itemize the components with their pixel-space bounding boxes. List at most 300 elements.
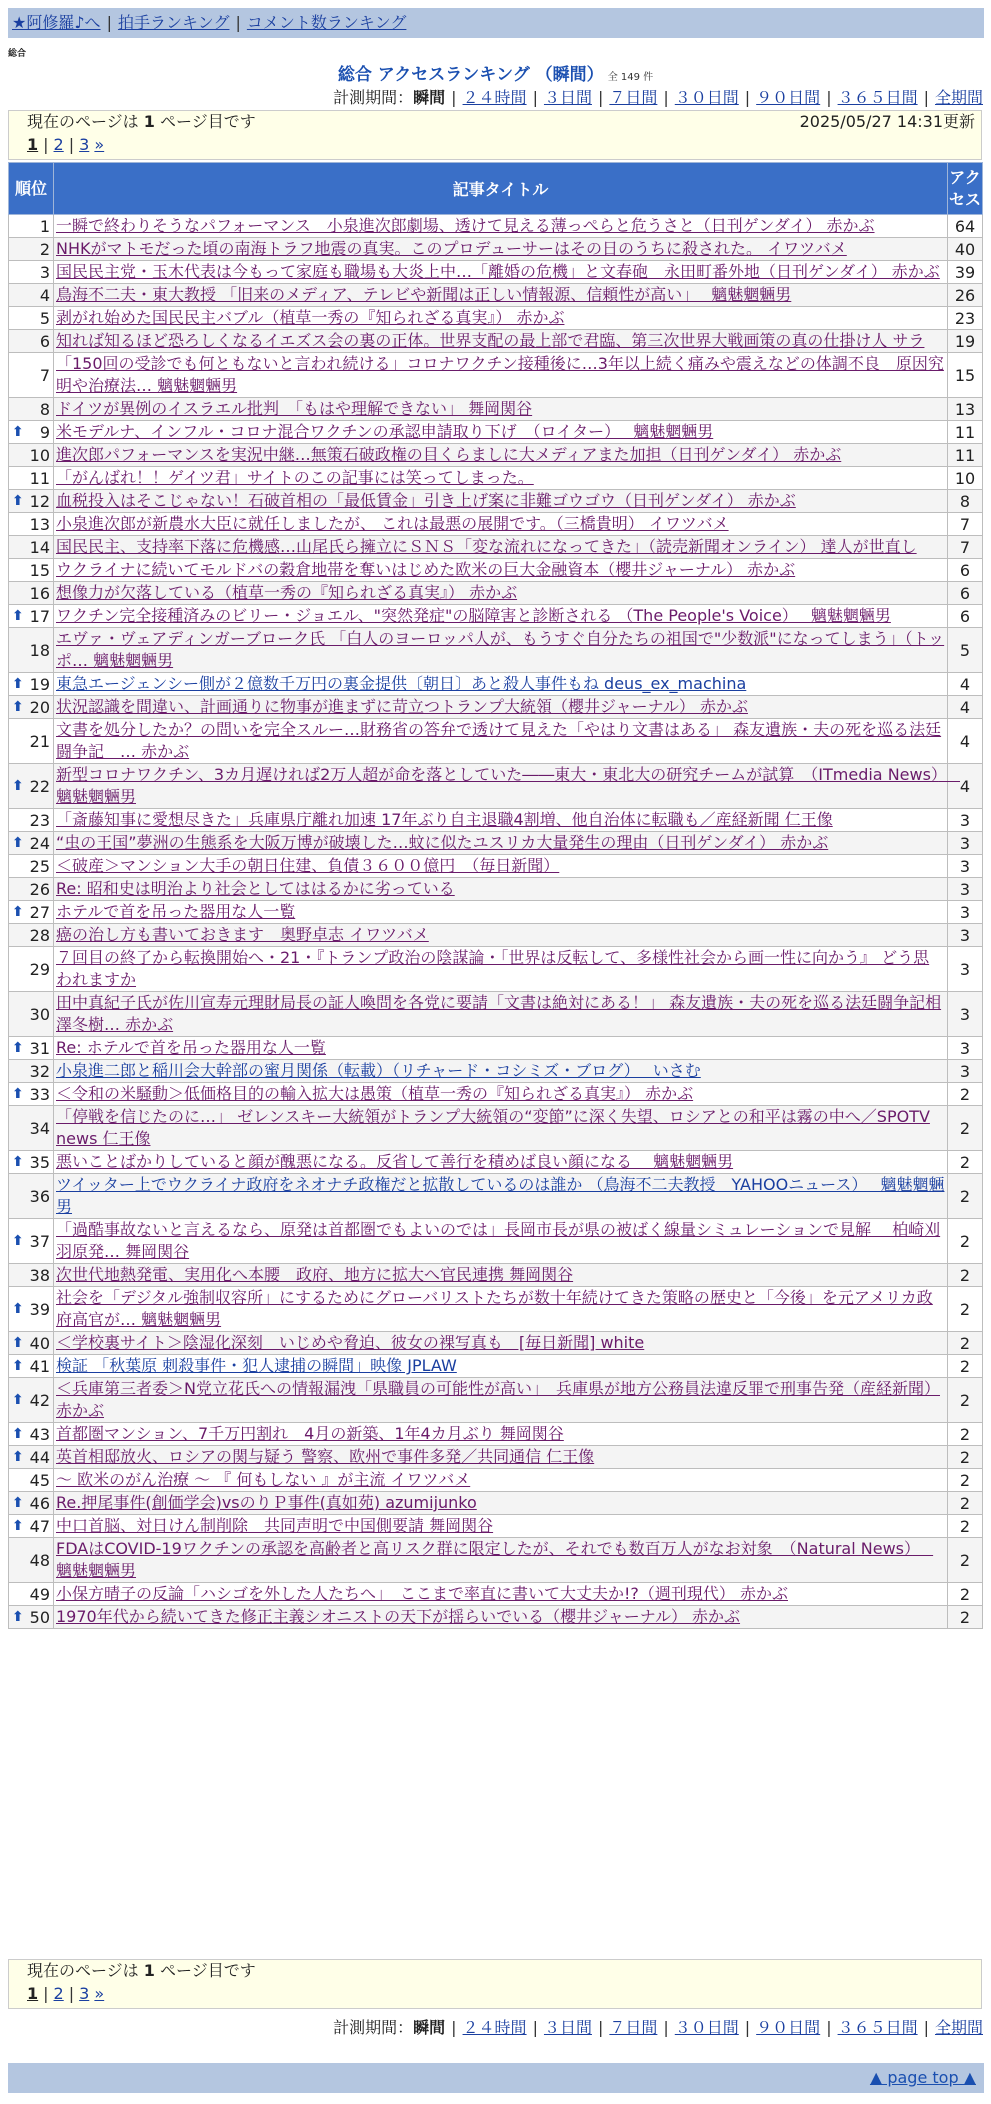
table-row (9, 261, 983, 284)
rank-up-arrow-icon: ⬆ (12, 699, 24, 715)
rank-number: 21 (29, 731, 50, 751)
rank-number: 34 (29, 1118, 50, 1138)
access-count: 13 (948, 398, 983, 421)
rank-number: 50 (29, 1607, 50, 1627)
article-title-link[interactable]: 知れば知るほど恐ろしくなるイエズス会の裏の正体。世界支配の最上部で君臨、第三次世界大戦画策の真の仕掛け人 サラ (56, 331, 925, 350)
rank-up-arrow-icon: ⬆ (12, 1358, 24, 1374)
title-cell (54, 1538, 948, 1583)
rank-number: 28 (29, 925, 50, 945)
separator: | (532, 88, 538, 107)
pager-status (9, 111, 981, 133)
article-title-link[interactable]: 「がんばれ！！ゲイツ君」サイトのこの記事には笑ってしまった。 (56, 468, 534, 487)
rank-number: 25 (29, 856, 50, 876)
period-link-3[interactable]: ３０日間 (674, 88, 739, 107)
access-count: 3 (948, 947, 983, 992)
access-count: 2 (948, 1287, 983, 1332)
pager-links (9, 1982, 981, 2006)
title-cell (54, 719, 948, 764)
period-selector-bottom (333, 2015, 983, 2038)
rank-cell (9, 1492, 54, 1515)
separator: | (597, 2018, 604, 2037)
rank-number: 43 (29, 1424, 50, 1444)
title-cell (54, 1378, 948, 1423)
article-title-link[interactable]: 首都圏マンション、7千万円割れ 4月の新築、1年4カ月ぶり 舞岡関谷 (56, 1424, 564, 1443)
title-cell (54, 490, 948, 513)
title-cell (54, 992, 948, 1037)
title-cell (54, 238, 948, 261)
article-title-link[interactable]: 想像力が欠落している（植草一秀の『知られざる真実』） 赤かぶ (56, 583, 518, 602)
article-title-link[interactable]: NHKがマトモだった頃の南海トラフ地震の真実。このプロデューサーはその日のうちに殺された。 イワツバメ (56, 239, 847, 258)
title-cell (54, 628, 948, 673)
rank-cell (9, 1606, 54, 1629)
rank-cell (9, 1219, 54, 1264)
access-count: 2 (948, 1583, 983, 1606)
footer-bar (8, 2063, 984, 2093)
rank-number: 3 (39, 262, 50, 282)
separator: | (663, 2018, 669, 2037)
table-row (9, 1174, 983, 1219)
period-label: 計測期間： (333, 88, 414, 107)
page-number: 1 (27, 135, 39, 154)
access-count: 2 (948, 1423, 983, 1446)
rank-number: 46 (29, 1493, 50, 1513)
article-title-link[interactable]: ７回目の終了から転換開始へ・21・『トランプ政治の陰謀論・「世界は反転して、多様性社会から画一性に向かう』 どう思われますか (56, 948, 930, 989)
article-title-link[interactable]: 英首相邸放火、ロシアの関与疑う 警察、欧州で事件多発／共同通信 仁王像 (56, 1447, 595, 1466)
page-link-2[interactable]: 2 (53, 135, 64, 154)
rank-cell (9, 1060, 54, 1083)
title-cell (54, 1287, 948, 1332)
title-cell (54, 1037, 948, 1060)
page-link-3[interactable]: 3 (79, 1984, 90, 2003)
table-row (9, 536, 983, 559)
table-row (9, 1492, 983, 1515)
rank-cell (9, 992, 54, 1037)
article-title-link[interactable]: 鳥海不二夫・東大教授 「旧来のメディア、テレビや新聞は正しい情報源、信頼性が高い」 魑魅魍魎男 (56, 285, 792, 304)
page-number: 1 (27, 1984, 39, 2003)
access-count: 6 (948, 582, 983, 605)
rank-cell (9, 353, 54, 398)
period-bottom-link-2[interactable]: ７日間 (609, 2018, 658, 2037)
article-title-link[interactable]: 文書を処分したか？の問いを完全スルー…財務省の答弁で透けて見えた「やはり文書はある」 森友遺族・夫の死を巡る法廷闘争記 … 赤かぶ (56, 720, 942, 761)
rank-number: 8 (39, 399, 50, 419)
table-row (9, 878, 983, 901)
rank-number: 31 (29, 1038, 50, 1058)
table-row (9, 398, 983, 421)
rank-number: 35 (29, 1152, 50, 1172)
access-count: 11 (948, 421, 983, 444)
article-title-link[interactable]: 悪いことばかりしていると顔が醜悪になる。反省して善行を積めば良い顔になる 魑魅魍魎男 (56, 1152, 734, 1171)
page-top-link[interactable]: ▲ page top ▲ (869, 2068, 976, 2087)
period-current: 瞬間 (413, 2018, 446, 2037)
comment-ranking-link[interactable]: コメント数ランキング (246, 13, 407, 32)
rank-cell (9, 1106, 54, 1151)
access-count: 23 (948, 307, 983, 330)
updated-time: 2025/05/27 14:31更新 (799, 112, 975, 131)
article-title-link[interactable]: 「停戦を信じたのに…」 ゼレンスキー大統領がトランプ大統領の“変節”に深く失望、ロシアとの和平は霧の中へ／SPOTV news 仁王像 (56, 1107, 930, 1148)
title-cell (54, 353, 948, 398)
rank-cell (9, 673, 54, 696)
rank-cell (9, 924, 54, 947)
rank-number: 22 (29, 776, 50, 796)
rank-cell (9, 719, 54, 764)
article-title-link[interactable]: 剥がれ始めた国民民主バブル（植草一秀の『知られざる真実』） 赤かぶ (56, 308, 565, 327)
period-bottom-link-5[interactable]: ３６５日間 (837, 2018, 918, 2037)
period-bottom-link-3[interactable]: ３０日間 (674, 2018, 739, 2037)
access-count: 3 (948, 901, 983, 924)
article-title-link[interactable]: 社会を「デジタル強制収容所」にするためにグローバリストたちが数十年続けてきた策略の歴史と「今後」を元アメリカ政府高官が… 魑魅魍魎男 (56, 1288, 933, 1329)
rank-cell (9, 330, 54, 353)
rank-up-arrow-icon: ⬆ (12, 676, 24, 692)
rank-up-arrow-icon: ⬆ (12, 493, 24, 509)
page-title (0, 60, 991, 85)
title-cell (54, 1423, 948, 1446)
title-header: 記事タイトル (54, 163, 948, 215)
rank-up-arrow-icon: ⬆ (12, 1518, 24, 1534)
article-title-link[interactable]: 「150回の受診でも何ともないと言われ続ける」コロナワクチン接種後に…3年以上続く痛みや震えなどの体調不良 原因究明や治療法… 魑魅魍魎男 (56, 354, 944, 395)
article-title-link[interactable]: 小泉進二郎と稲川会大幹部の蜜月関係（転載）（リチャード・コシミズ・ブログ） いさむ (56, 1061, 701, 1080)
article-title-link[interactable]: 癌の治し方も書いておきます 奥野卓志 イワツバメ (56, 925, 429, 944)
title-cell (54, 1151, 948, 1174)
article-title-link[interactable]: “虫の王国”夢洲の生態系を大阪万博が破壊した…蚊に似たユスリカ大量発生の理由（日刊ゲンダイ） 赤かぶ (56, 833, 829, 852)
title-cell (54, 1492, 948, 1515)
table-row (9, 467, 983, 490)
access-count: 2 (948, 1515, 983, 1538)
title-cell (54, 444, 948, 467)
table-row (9, 696, 983, 719)
rank-cell (9, 696, 54, 719)
rank-header: 順位 (9, 163, 54, 215)
access-count: 2 (948, 1332, 983, 1355)
table-row (9, 1332, 983, 1355)
separator: | (106, 13, 112, 32)
table-row (9, 1355, 983, 1378)
separator: | (532, 2018, 538, 2037)
access-count: 2 (948, 1538, 983, 1583)
access-count: 15 (948, 353, 983, 398)
period-bottom-link-6[interactable]: 全期間 (934, 2018, 983, 2037)
article-title-link[interactable]: Re: ホテルで首を吊った器用な人一覧 (56, 1038, 326, 1057)
rank-cell (9, 1151, 54, 1174)
article-title-link[interactable]: ホテルで首を吊った器用な人一覧 (56, 902, 296, 921)
separator: | (451, 88, 457, 107)
rank-cell (9, 398, 54, 421)
period-link-0[interactable]: ２４時間 (462, 88, 527, 107)
article-title-link[interactable]: Re.押尾事件(創価学会)vsのりＰ事件(真如苑) azumijunko (56, 1493, 477, 1512)
table-row (9, 855, 983, 878)
access-header: アクセス (948, 163, 983, 215)
article-title-link[interactable]: 血税投入はそこじゃない！石破首相の「最低賃金」引き上げ案に非難ゴウゴウ（日刊ゲンダイ） 赤かぶ (56, 491, 796, 510)
article-title-link[interactable]: 中口首脳、対日けん制削除 共同声明で中国側要請 舞岡関谷 (56, 1516, 494, 1535)
title-cell (54, 1219, 948, 1264)
table-row (9, 673, 983, 696)
table-row (9, 330, 983, 353)
title-cell (54, 284, 948, 307)
title-cell (54, 673, 948, 696)
rank-number: 12 (29, 491, 50, 511)
rank-up-arrow-icon: ⬆ (12, 778, 24, 794)
top-nav-bar (8, 8, 984, 38)
table-row (9, 1606, 983, 1629)
pager-suffix: ページ目です (160, 112, 256, 131)
separator: | (235, 13, 241, 32)
article-title-link[interactable]: エヴァ・ヴェアディンガーブローク氏 「白人のヨーロッパ人が、もうすぐ自分たちの祖国で"少数派"になってしまう」（トッポ… 魑魅魍魎男 (56, 629, 945, 670)
article-title-link[interactable]: 状況認識を間違い、計画通りに物事が進まずに苛立つトランプ大統領（櫻井ジャーナル） 赤かぶ (56, 697, 748, 716)
rank-cell (9, 1355, 54, 1378)
rank-cell (9, 1446, 54, 1469)
home-link[interactable]: ★阿修羅♪へ (12, 13, 101, 32)
article-title-link[interactable]: 検証 「秋葉原 刺殺事件・犯人逮捕の瞬間」映像 JPLAW (56, 1356, 457, 1375)
rank-number: 33 (29, 1084, 50, 1104)
access-count: 2 (948, 1106, 983, 1151)
period-link-6[interactable]: 全期間 (934, 88, 983, 107)
access-count: 4 (948, 764, 983, 809)
rank-up-arrow-icon: ⬆ (12, 1426, 24, 1442)
access-count: 2 (948, 1446, 983, 1469)
separator: | (744, 2018, 751, 2037)
article-title-link[interactable]: ウクライナに続いてモルドバの穀倉地帯を奪いはじめた欧米の巨大金融資本（櫻井ジャーナル） 赤かぶ (56, 560, 796, 579)
period-link-1[interactable]: ３日間 (543, 88, 592, 107)
title-cell (54, 421, 948, 444)
title-cell (54, 696, 948, 719)
table-row (9, 832, 983, 855)
article-title-link[interactable]: FDAはCOVID-19ワクチンの承認を高齢者と高リスク群に限定したが、それでも数百万人がなお対象 （Natural News） 魑魅魍魎男 (56, 1539, 934, 1580)
rank-number: 20 (29, 697, 50, 717)
rank-up-arrow-icon: ⬆ (12, 1392, 24, 1408)
total-count: 全 149 件 (607, 72, 654, 83)
rank-cell (9, 513, 54, 536)
access-count: 6 (948, 559, 983, 582)
rank-up-arrow-icon: ⬆ (12, 1301, 24, 1317)
rank-cell (9, 536, 54, 559)
pager-links (9, 133, 981, 157)
rank-cell (9, 307, 54, 330)
article-title-link[interactable]: ＜令和の米騒動＞低価格目的の輸入拡大は愚策（植草一秀の『知られざる真実』） 赤かぶ (56, 1084, 694, 1103)
rank-cell (9, 901, 54, 924)
access-count: 39 (948, 261, 983, 284)
rank-number: 30 (29, 1004, 50, 1024)
rank-number: 48 (29, 1550, 50, 1570)
table-row (9, 1264, 983, 1287)
title-cell (54, 605, 948, 628)
rank-cell (9, 582, 54, 605)
rank-number: 44 (29, 1447, 50, 1467)
access-count: 40 (948, 238, 983, 261)
rank-number: 38 (29, 1265, 50, 1285)
clap-ranking-link[interactable]: 拍手ランキング (117, 13, 230, 32)
rank-number: 10 (29, 445, 50, 465)
rank-number: 19 (29, 674, 50, 694)
article-title-link[interactable]: ～ 欧米のがん治療 ～ 『 何もしない 』が主流 イワツバメ (56, 1470, 471, 1489)
rank-number: 17 (29, 606, 50, 626)
rank-cell (9, 855, 54, 878)
rank-up-arrow-icon: ⬆ (12, 608, 24, 624)
title-cell (54, 1583, 948, 1606)
rank-up-arrow-icon: ⬆ (12, 904, 24, 920)
title-cell (54, 764, 961, 809)
table-row (9, 444, 983, 467)
rank-number: 11 (29, 468, 50, 488)
article-title-link[interactable]: 1970年代から続いてきた修正主義シオニストの天下が揺らいでいる（櫻井ジャーナル） 赤かぶ (56, 1607, 741, 1626)
article-title-link[interactable]: Re: 昭和史は明治より社会としてははるかに劣っている (56, 879, 455, 898)
pager-suffix: ページ目です (160, 1961, 256, 1980)
title-cell (54, 1264, 948, 1287)
period-bottom-link-1[interactable]: ３日間 (543, 2018, 592, 2037)
access-count: 2 (948, 1151, 983, 1174)
table-row (9, 924, 983, 947)
article-title-link[interactable]: ＜学校裏サイト＞陰湿化深刻 いじめや脅迫、彼女の裸写真も [毎日新聞] white (56, 1333, 645, 1352)
separator: | (68, 135, 75, 154)
access-count: 10 (948, 467, 983, 490)
title-cell (54, 1332, 948, 1355)
title-cell (54, 947, 948, 992)
article-title-link[interactable]: ワクチン完全接種済みのビリー・ジョエル、"突然発症"の脳障害と診断される （The People's Voice） 魑魅魍魎男 (56, 606, 891, 625)
pager-status (9, 1960, 981, 1982)
article-title-link[interactable]: 新型コロナワクチン、3カ月遅ければ2万人超が命を落としていた――東大・東北大の研究チームが試算 （ITmedia News） 魑魅魍魎男 (56, 765, 961, 806)
next-page-link[interactable]: » (94, 135, 105, 154)
rank-number: 4 (39, 285, 50, 305)
access-count: 19 (948, 330, 983, 353)
ranking-table (8, 162, 983, 1629)
access-count: 7 (948, 536, 983, 559)
period-link-2[interactable]: ７日間 (609, 88, 658, 107)
article-title-link[interactable]: 東急エージェンシー側が２億数千万円の裏金提供〔朝日〕あと殺人事件もね deus_ex_machina (56, 674, 747, 693)
period-link-5[interactable]: ３６５日間 (837, 88, 918, 107)
article-title-link[interactable]: 次世代地熱発電、実用化へ本腰 政府、地方に拡大へ官民連携 舞岡関谷 (56, 1265, 574, 1284)
rank-number: 2 (39, 239, 50, 259)
page-link-1[interactable] (27, 135, 38, 154)
period-bottom-link-0[interactable]: ２４時間 (462, 2018, 527, 2037)
rank-up-arrow-icon: ⬆ (12, 1086, 24, 1102)
rank-up-arrow-icon: ⬆ (12, 1495, 24, 1511)
rank-cell (9, 261, 54, 284)
title-cell (54, 1106, 948, 1151)
rank-number: 9 (39, 422, 50, 442)
title-cell (54, 832, 948, 855)
rank-cell (9, 1332, 54, 1355)
rank-cell (9, 559, 54, 582)
table-row (9, 490, 983, 513)
pager-bottom (8, 1959, 982, 2009)
access-count: 3 (948, 992, 983, 1037)
article-title-link[interactable]: ＜破産＞マンション大手の朝日住建、負債３６００億円 （毎日新聞） (56, 856, 560, 875)
access-count: 2 (948, 1492, 983, 1515)
pager-top (8, 110, 982, 160)
title-cell (54, 901, 948, 924)
rank-up-arrow-icon: ⬆ (12, 424, 24, 440)
title-cell (54, 1174, 948, 1219)
title-cell (54, 559, 948, 582)
table-row (9, 353, 983, 398)
access-count: 7 (948, 513, 983, 536)
table-row (9, 582, 983, 605)
rank-cell (9, 605, 54, 628)
title-cell (54, 1606, 948, 1629)
rank-cell (9, 1538, 54, 1583)
access-count: 2 (948, 1083, 983, 1106)
access-count: 2 (948, 1378, 983, 1423)
access-count: 26 (948, 284, 983, 307)
page-link-1[interactable] (27, 1984, 38, 2003)
article-title-link[interactable]: 進次郎パフォーマンスを実況中継…無策石破政権の目くらましに大メディアまた加担（日刊ゲンダイ） 赤かぶ (56, 445, 842, 464)
ranking-rows (9, 215, 983, 1629)
period-bottom-link-4[interactable]: ９０日間 (756, 2018, 821, 2037)
page-link-3[interactable]: 3 (79, 135, 90, 154)
rank-number: 45 (29, 1470, 50, 1490)
table-row (9, 901, 983, 924)
rank-cell (9, 1378, 54, 1423)
article-title-link[interactable]: ＜兵庫第三者委＞N党立花氏への情報漏洩「県職員の可能性が高い」 兵庫県が地方公務員法違反罪で刑事告発（産経新聞） 赤かぶ (56, 1379, 940, 1420)
rank-number: 5 (39, 308, 50, 328)
access-count: 2 (948, 1606, 983, 1629)
table-row (9, 1469, 983, 1492)
next-page-link[interactable]: » (94, 1984, 105, 2003)
table-row (9, 628, 983, 673)
title-cell (54, 1515, 948, 1538)
rank-number: 14 (29, 537, 50, 557)
rank-cell (9, 1174, 54, 1219)
rank-cell (9, 832, 54, 855)
article-title-link[interactable]: 「過酷事故ないと言えるなら、原発は首都圏でもよいのでは」長岡市長が県の被ばく線量シミュレーションで見解 柏崎刈羽原発… 舞岡関谷 (56, 1220, 941, 1261)
table-row (9, 1446, 983, 1469)
rank-cell (9, 1083, 54, 1106)
rank-cell (9, 1423, 54, 1446)
rank-up-arrow-icon: ⬆ (12, 1335, 24, 1351)
article-title-link[interactable]: 「斎藤知事に愛想尽きた」兵庫県庁離れ加速 17年ぶり自主退職4割増、他自治体に転職も／産経新聞 仁王像 (56, 810, 833, 829)
table-row (9, 605, 983, 628)
rank-cell (9, 467, 54, 490)
pager-current: 1 (143, 1961, 155, 1980)
article-title-link[interactable]: ツイッター上でウクライナ政府をネオナチ政権だと拡散しているのは誰か （鳥海不二夫教授 YAHOOニュース） 魑魅魍魎男 (56, 1175, 945, 1216)
rank-number: 6 (39, 331, 50, 351)
title-cell (54, 536, 948, 559)
table-row (9, 992, 983, 1037)
period-label: 計測期間： (333, 2018, 414, 2037)
access-count: 5 (948, 628, 983, 673)
article-title-link[interactable]: 一瞬で終わりそうなパフォーマンス 小泉進次郎劇場、透けて見える薄っぺらと危うさと（日刊ゲンダイ） 赤かぶ (56, 216, 875, 235)
access-count: 3 (948, 1060, 983, 1083)
article-title-link[interactable]: 小泉進次郎が新農水大臣に就任しましたが、 これは最悪の展開です。（三橋貴明） イワツバメ (56, 514, 729, 533)
title-cell (54, 1060, 948, 1083)
rank-up-arrow-icon: ⬆ (12, 1154, 24, 1170)
title-cell (54, 878, 948, 901)
table-row (9, 1538, 983, 1583)
access-count: 2 (948, 1174, 983, 1219)
rank-cell (9, 1583, 54, 1606)
page-link-2[interactable]: 2 (53, 1984, 64, 2003)
separator: | (826, 88, 832, 107)
article-title-link[interactable]: 国民民主、支持率下落に危機感…山尾氏ら擁立にＳＮＳ「変な流れになってきた」（読売新聞オンライン） 達人が世直し (56, 537, 917, 556)
page-title-text: 総合 アクセスランキング （瞬間） (337, 65, 604, 85)
article-title-link[interactable]: 小保方晴子の反論「ハシゴを外した人たちへ」 ここまで率直に書いて大丈夫か!?（週刊現代） 赤かぶ (56, 1584, 788, 1603)
access-count: 3 (948, 855, 983, 878)
article-title-link[interactable]: 国民民主党・玉木代表は今もって家庭も職場も大炎上中…「離婚の危機」と文春砲 永田町番外地（日刊ゲンダイ） 赤かぶ (56, 262, 940, 281)
rank-up-arrow-icon: ⬆ (12, 1040, 24, 1056)
article-title-link[interactable]: 田中真紀子氏が佐川宣寿元理財局長の証人喚問を各党に要請「文書は絶対にある！」 森友遺族・夫の死を巡る法廷闘争記相澤冬樹… 赤かぶ (56, 993, 942, 1034)
article-title-link[interactable]: 米モデルナ、インフル・コロナ混合ワクチンの承認申請取り下げ （ロイター） 魑魅魍魎男 (56, 422, 714, 441)
article-title-link[interactable]: ドイツが異例のイスラエル批判 「もはや理解できない」 舞岡関谷 (56, 399, 533, 418)
table-row (9, 1037, 983, 1060)
rank-number: 42 (29, 1390, 50, 1410)
period-selector (333, 85, 983, 108)
table-row (9, 1515, 983, 1538)
title-cell (54, 307, 948, 330)
access-count: 64 (948, 215, 983, 238)
period-link-4[interactable]: ９０日間 (756, 88, 821, 107)
rank-number: 16 (29, 583, 50, 603)
title-cell (54, 513, 948, 536)
rank-cell (9, 1469, 54, 1492)
rank-number: 32 (29, 1061, 50, 1081)
